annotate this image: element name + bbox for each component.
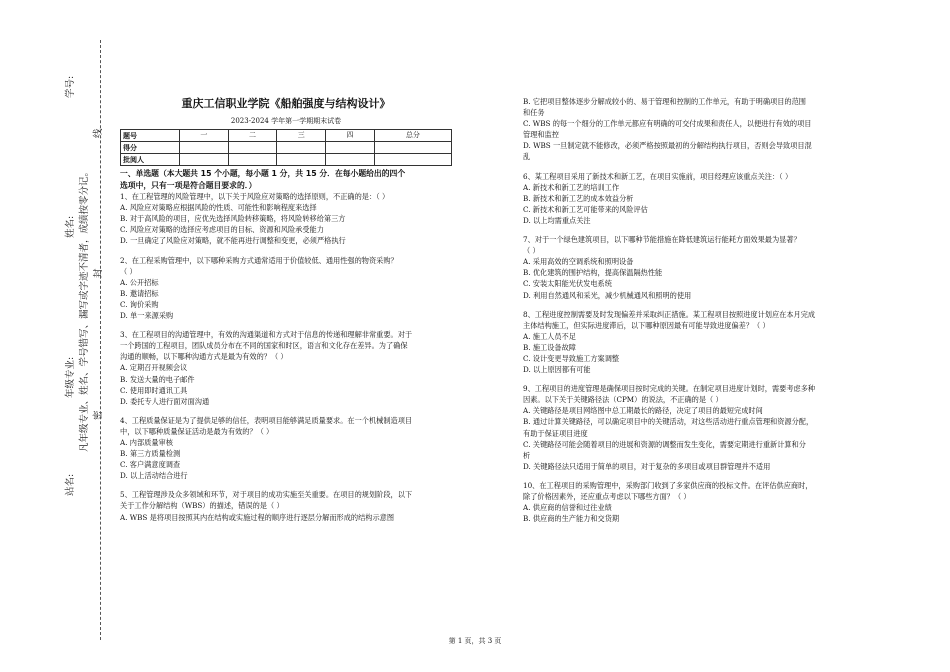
page-footer: 第 1 页，共 3 页 bbox=[448, 637, 502, 645]
answer-option: B. 新技术和新工艺的成本效益分析 bbox=[523, 193, 634, 203]
seal-char-mi: 密 bbox=[93, 410, 104, 420]
answer-option: 乱 bbox=[523, 152, 531, 162]
answer-option: A. 定期召开视频会议 bbox=[120, 363, 188, 373]
question-block bbox=[523, 234, 863, 301]
answer-option: 有助于保证项目进度 bbox=[523, 428, 588, 438]
question-block bbox=[120, 329, 452, 407]
answer-option: B. 优化建筑的围护结构，提高保温隔热性能 bbox=[523, 268, 663, 278]
section-heading: 一、单选题（本大题共 15 个小题，每小题 1 分，共 15 分．在每小题给出的四个 bbox=[120, 169, 406, 179]
score-row-label: 批阅人 bbox=[121, 154, 180, 166]
question-stem: 9、工程项目的进度管理是确保项目按时完成的关键。在制定项目进度计划时，需要考虑多种 bbox=[523, 384, 816, 394]
question-block bbox=[120, 191, 452, 246]
score-table-row bbox=[121, 142, 452, 154]
right-column bbox=[523, 96, 863, 524]
question-stem: 沟通的顺畅，以下哪种沟通方式是最为有效的？（ ） bbox=[120, 352, 288, 362]
score-cell bbox=[180, 154, 229, 166]
question-5-continuation bbox=[523, 96, 863, 163]
answer-option: C. 关键路径可能会随着项目的进展和资源的调整而发生变化，需要定期进行重新计算和分 bbox=[523, 439, 806, 449]
score-cell bbox=[326, 142, 375, 154]
answer-option: C. WBS 的每一个细分的工作单元都应有明确的可交付成果和责任人，以便进行有效的项目 bbox=[523, 119, 812, 129]
score-table-header-row bbox=[121, 130, 452, 142]
answer-option: D. 关键路径法只适用于简单的项目，对于复杂的多项目或项目群管理并不适用 bbox=[523, 461, 771, 471]
question-block bbox=[523, 171, 863, 226]
answer-option: C. 新技术和新工艺可能带来的风险评估 bbox=[523, 204, 648, 214]
answer-option: A. 风险应对策略应根据风险的性质、可能性和影响程度来选择 bbox=[120, 203, 317, 213]
score-table bbox=[120, 129, 452, 166]
answer-option: D. 一旦确定了风险应对策略，就不能再进行调整和变更，必须严格执行 bbox=[120, 236, 346, 246]
question-block bbox=[523, 309, 863, 376]
student-id-label: 学号: bbox=[65, 75, 76, 98]
score-cell bbox=[277, 142, 326, 154]
score-header-cell: 题号 bbox=[121, 130, 180, 142]
answer-option: 管理和监控 bbox=[523, 130, 559, 140]
score-cell bbox=[277, 154, 326, 166]
question-stem: 4、工程质量保证是为了提供足够的信任，表明项目能够满足质量要求。在一个机械制造项目 bbox=[120, 415, 413, 425]
answer-option: B. 施工设备故障 bbox=[523, 342, 576, 352]
answer-option: C. 询价采购 bbox=[120, 299, 159, 309]
answer-option: D. 以上原因都有可能 bbox=[523, 365, 591, 375]
answer-option: D. 利用自然通风和采光，减少机械通风和照明的使用 bbox=[523, 290, 692, 300]
binding-warning: 凡年级专业、姓名、学号错写、漏写或字迹不清者，成绩按零分记。 bbox=[79, 166, 90, 452]
binding-margin bbox=[0, 0, 110, 672]
question-stem: 中，以下哪种质量保证活动是最为有效的？（ ） bbox=[120, 426, 274, 436]
answer-option: B. 它把项目整体逐步分解成较小的、易于管理和控制的工作单元，有助于明确项目的范围 bbox=[523, 97, 806, 106]
name-label: 姓名: bbox=[65, 215, 76, 238]
answer-option: D. WBS 一旦制定就不能修改，必须严格按照最初的分解结构执行项目，否则会导致项目混 bbox=[523, 141, 812, 151]
question-block bbox=[120, 489, 452, 522]
answer-option: D. 以上活动结合进行 bbox=[120, 471, 188, 481]
left-question-list bbox=[120, 191, 452, 523]
question-block bbox=[120, 415, 452, 482]
question-stem: 因素。以下关于关键路径法（CPM）的说法，不正确的是（ ） bbox=[523, 395, 723, 405]
answer-option: A. 采用高效的空调系统和照明设备 bbox=[523, 257, 634, 267]
answer-option: B. 发送大量的电子邮件 bbox=[120, 374, 195, 384]
question-stem: 7、对于一个绿色建筑项目，以下哪种节能措施在降低建筑运行能耗方面效果最为显著？ bbox=[523, 235, 801, 245]
question-stem: 5、工程管理涉及众多领域和环节，对于项目的成功实施至关重要。在项目的规划阶段，以下 bbox=[120, 490, 413, 500]
question-stem: 关于工作分解结构（WBS）的描述，错误的是（ ） bbox=[120, 501, 284, 511]
score-row-label: 得分 bbox=[121, 142, 180, 154]
answer-option: 和任务 bbox=[523, 108, 545, 118]
score-table-row bbox=[121, 154, 452, 166]
answer-option: B. 第三方质量检测 bbox=[120, 449, 181, 459]
site-label: 站名: bbox=[65, 473, 76, 496]
answer-option: D. 委托专人进行面对面沟通 bbox=[120, 396, 210, 406]
question-stem: 一个跨国的工程项目，团队成员分布在不同的国家和时区，语言和文化存在差异。为了确保 bbox=[120, 341, 408, 351]
answer-option: C. 设计变更导致施工方案调整 bbox=[523, 353, 620, 363]
score-cell bbox=[228, 154, 277, 166]
seal-char-feng: 封 bbox=[93, 268, 104, 278]
right-question-list bbox=[523, 171, 863, 525]
score-header-cell: 一 bbox=[180, 130, 229, 142]
answer-option: A. 关键路径是项目网络图中总工期最长的路径，决定了项目的最短完成时间 bbox=[523, 406, 763, 416]
answer-option: C. 风险应对策略的选择应考虑项目的目标、资源和风险承受能力 bbox=[120, 225, 324, 235]
score-cell bbox=[326, 154, 375, 166]
answer-option: B. 对于高风险的项目，应优先选择风险转移策略，将风险转移给第三方 bbox=[120, 214, 346, 224]
question-block bbox=[120, 255, 452, 322]
answer-option: 析 bbox=[523, 450, 531, 460]
left-column bbox=[120, 96, 452, 523]
exam-title: 重庆工信职业学院《船舶强度与结构设计》 bbox=[181, 97, 391, 110]
question-stem: 1、在工程管理的风险管理中，以下关于风险应对策略的选择原则，不正确的是：（ ） bbox=[120, 192, 390, 202]
answer-option: C. 使用即时通讯工具 bbox=[120, 385, 188, 395]
score-header-cell: 二 bbox=[228, 130, 277, 142]
question-stem: 6、某工程项目采用了新技术和新工艺，在项目实施前，项目经理应该重点关注：（ ） bbox=[523, 171, 793, 181]
score-cell bbox=[374, 154, 451, 166]
question-block bbox=[523, 480, 863, 524]
answer-option: A. 新技术和新工艺的培训工作 bbox=[523, 182, 620, 192]
answer-option: C. 客户满意度调查 bbox=[120, 460, 181, 470]
question-stem: （ ） bbox=[523, 246, 540, 256]
score-header-cell: 三 bbox=[277, 130, 326, 142]
question-stem: 10、在工程项目的采购管理中，采购部门收到了多家供应商的投标文件。在评估供应商时， bbox=[523, 480, 813, 490]
question-stem: （ ） bbox=[120, 266, 137, 276]
answer-option: A. WBS 是将项目按照其内在结构或实施过程的顺序进行逐层分解而形成的结构示意图 bbox=[120, 512, 395, 522]
question-block bbox=[523, 383, 863, 472]
answer-option: B. 供应商的生产能力和交货期 bbox=[523, 514, 620, 524]
seal-char-xian: 线 bbox=[93, 128, 104, 138]
question-stem: 除了价格因素外，还应重点考虑以下哪些方面？（ ） bbox=[523, 492, 691, 501]
answer-option: A. 内部质量审核 bbox=[120, 437, 173, 447]
answer-option: D. 以上均需重点关注 bbox=[523, 215, 591, 225]
major-label: 年级专业: bbox=[65, 356, 76, 398]
answer-option: B. 邀请招标 bbox=[120, 288, 159, 298]
question-stem: 主体结构施工，但实际进度滞后，以下哪种原因最有可能导致进度偏差？（ ） bbox=[523, 320, 770, 330]
answer-option: C. 安装太阳能光伏发电系统 bbox=[523, 279, 612, 289]
answer-option: A. 公开招标 bbox=[120, 277, 159, 287]
answer-option: A. 供应商的信誉和过往业绩 bbox=[523, 503, 612, 513]
question-stem: 3、在工程项目的沟通管理中，有效的沟通渠道和方式对于信息的传递和理解非常重要。对于 bbox=[120, 330, 413, 340]
score-cell bbox=[228, 142, 277, 154]
exam-subtitle: 2023-2024 学年第一学期期末试卷 bbox=[230, 117, 342, 125]
answer-option: B. 通过计算关键路径，可以确定项目中的关键活动，对这些活动进行重点管理和资源分配， bbox=[523, 417, 814, 427]
score-header-cell: 四 bbox=[326, 130, 375, 142]
section-heading: 选项中，只有一项是符合题目要求的．） bbox=[120, 180, 257, 190]
seal-dashed-line bbox=[100, 40, 101, 640]
question-stem: 2、在工程采购管理中，以下哪种采购方式通常适用于价值较低、通用性强的物资采购？ bbox=[120, 255, 398, 265]
score-cell bbox=[374, 142, 451, 154]
score-header-cell: 总分 bbox=[374, 130, 451, 142]
score-cell bbox=[180, 142, 229, 154]
answer-option: A. 施工人员不足 bbox=[523, 331, 576, 341]
answer-option: D. 单一来源采购 bbox=[120, 311, 174, 321]
question-stem: 8、工程进度控制需要及时发现偏差并采取纠正措施。某工程项目按照进度计划应在本月完成 bbox=[523, 309, 816, 319]
